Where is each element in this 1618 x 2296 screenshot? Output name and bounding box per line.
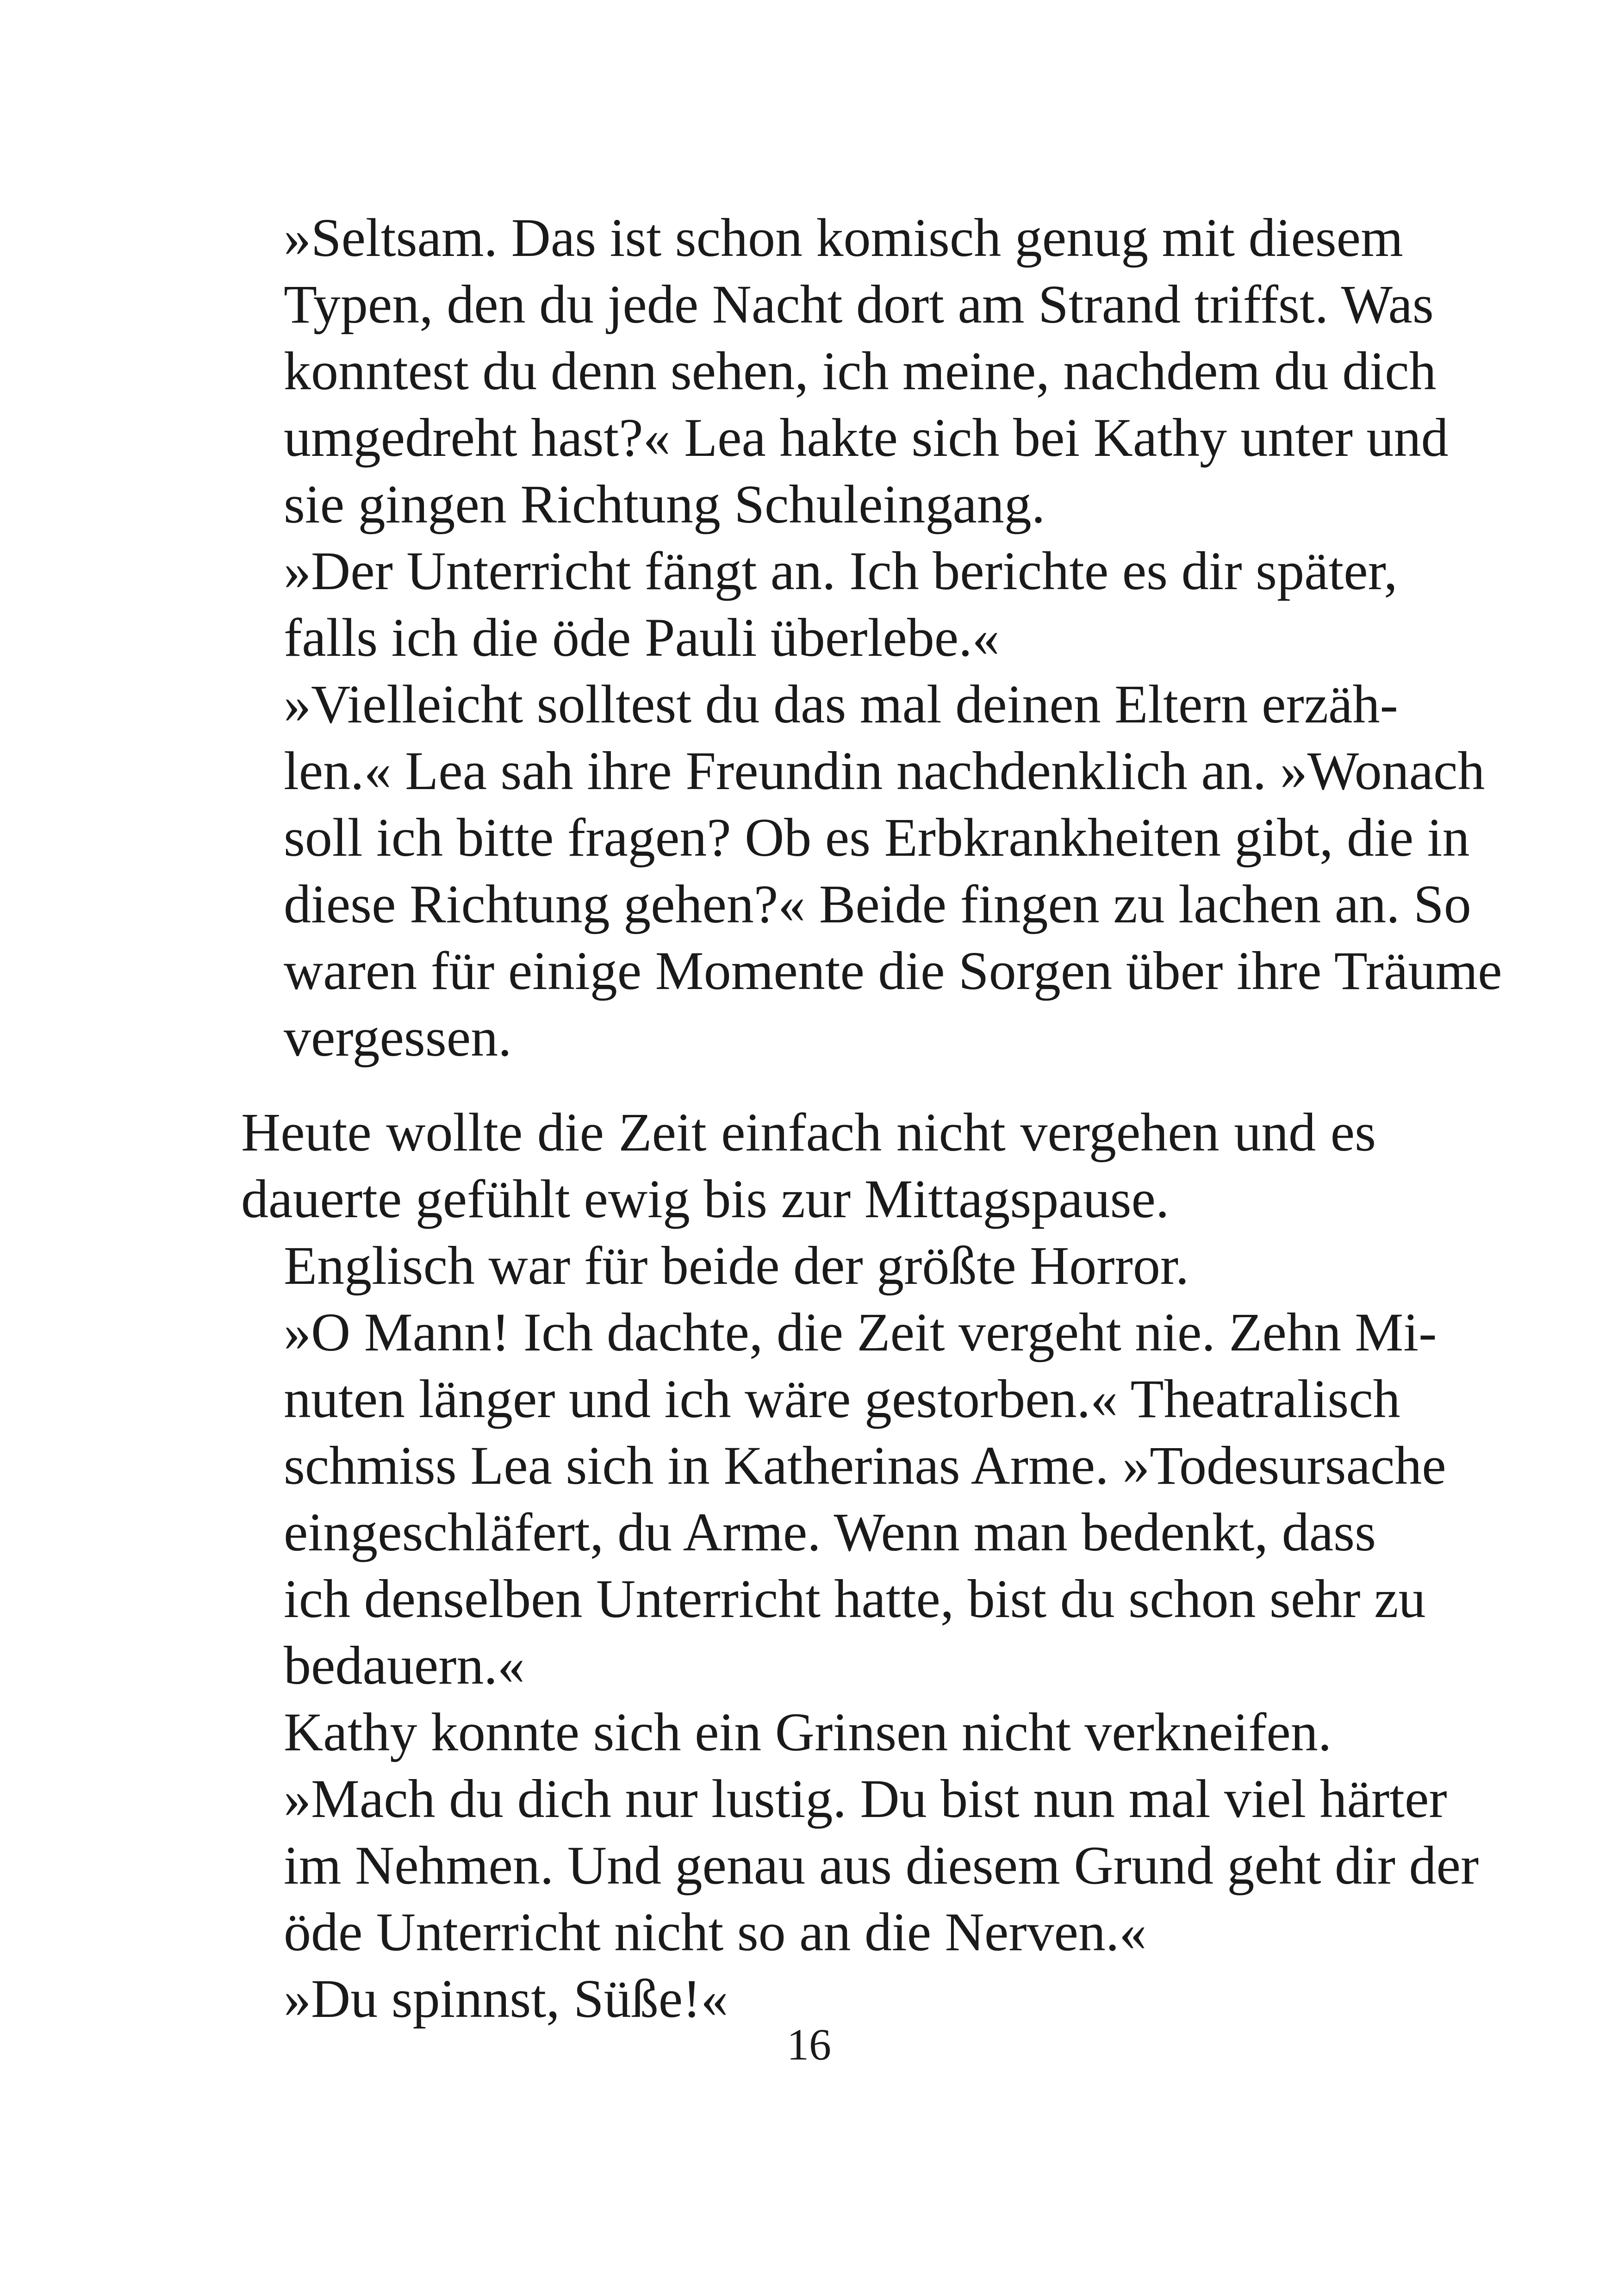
text-line: len.« Lea sah ihre Freundin nachdenklich an. »Wonach [284,740,1485,801]
text-line: schmiss Lea sich in Katherinas Arme. »Todesursache [284,1435,1446,1496]
text-line: eingeschläfert, du Arme. Wenn man bedenkt, dass [284,1502,1376,1562]
text-line: umgedreht hast?« Lea hakte sich bei Kathy unter und [284,407,1449,468]
text-line: nuten länger und ich wäre gestorben.« Theatralisch [284,1369,1400,1429]
text-block-upper [241,205,1502,1071]
text-line: ich denselben Unterricht hatte, bist du schon sehr zu [284,1568,1426,1629]
text-line: waren für einige Momente die Sorgen über ihre Träume [284,940,1502,1001]
paragraph [241,1766,1479,1966]
paragraph [241,1099,1376,1232]
text-line: »O Mann! Ich dachte, die Zeit vergeht nie. Zehn Mi- [284,1302,1437,1363]
paragraph [241,1699,1376,1766]
page-number: 16 [787,2020,831,2069]
text-line: Englisch war für beide der größte Horror. [284,1235,1189,1296]
text-line: sie gingen Richtung Schuleingang. [284,474,1045,535]
text-block-lower [241,1099,1479,2032]
text-line: »Der Unterricht fängt an. Ich berichte es dir später, [284,541,1398,601]
paragraph [241,671,1502,1071]
text-line: Typen, den du jede Nacht dort am Strand triffst. Was [284,274,1434,335]
text-line: diese Richtung gehen?« Beide fingen zu lachen an. So [284,874,1471,934]
text-line: bedauern.« [284,1635,525,1696]
paragraph [241,538,1398,671]
text-line: »Du spinnst, Süße!« [284,1968,728,2029]
text-line: »Mach du dich nur lustig. Du bist nun mal viel härter [284,1768,1447,1829]
text-line: öde Unterricht nicht so an die Nerven.« [284,1902,1147,1962]
text-line: im Nehmen. Und genau aus diesem Grund geht dir der [284,1835,1479,1896]
text-line: vergessen. [284,1007,512,1068]
text-line: konntest du denn sehen, ich meine, nachdem du dich [284,341,1437,401]
text-line: Kathy konnte sich ein Grinsen nicht verkneifen. [284,1702,1332,1762]
paragraph [241,1299,1446,1699]
text-line: »Seltsam. Das ist schon komisch genug mit diesem [284,207,1403,268]
paragraph [241,1232,1376,1299]
text-line: soll ich bitte fragen? Ob es Erbkrankheiten gibt, die in [284,807,1470,868]
text-line: dauerte gefühlt ewig bis zur Mittagspause. [241,1169,1170,1229]
paragraph [241,205,1449,538]
text-line: falls ich die öde Pauli überlebe.« [284,607,1000,668]
text-line: Heute wollte die Zeit einfach nicht vergehen und es [241,1102,1376,1163]
text-line: »Vielleicht solltest du das mal deinen Eltern erzäh- [284,674,1398,734]
